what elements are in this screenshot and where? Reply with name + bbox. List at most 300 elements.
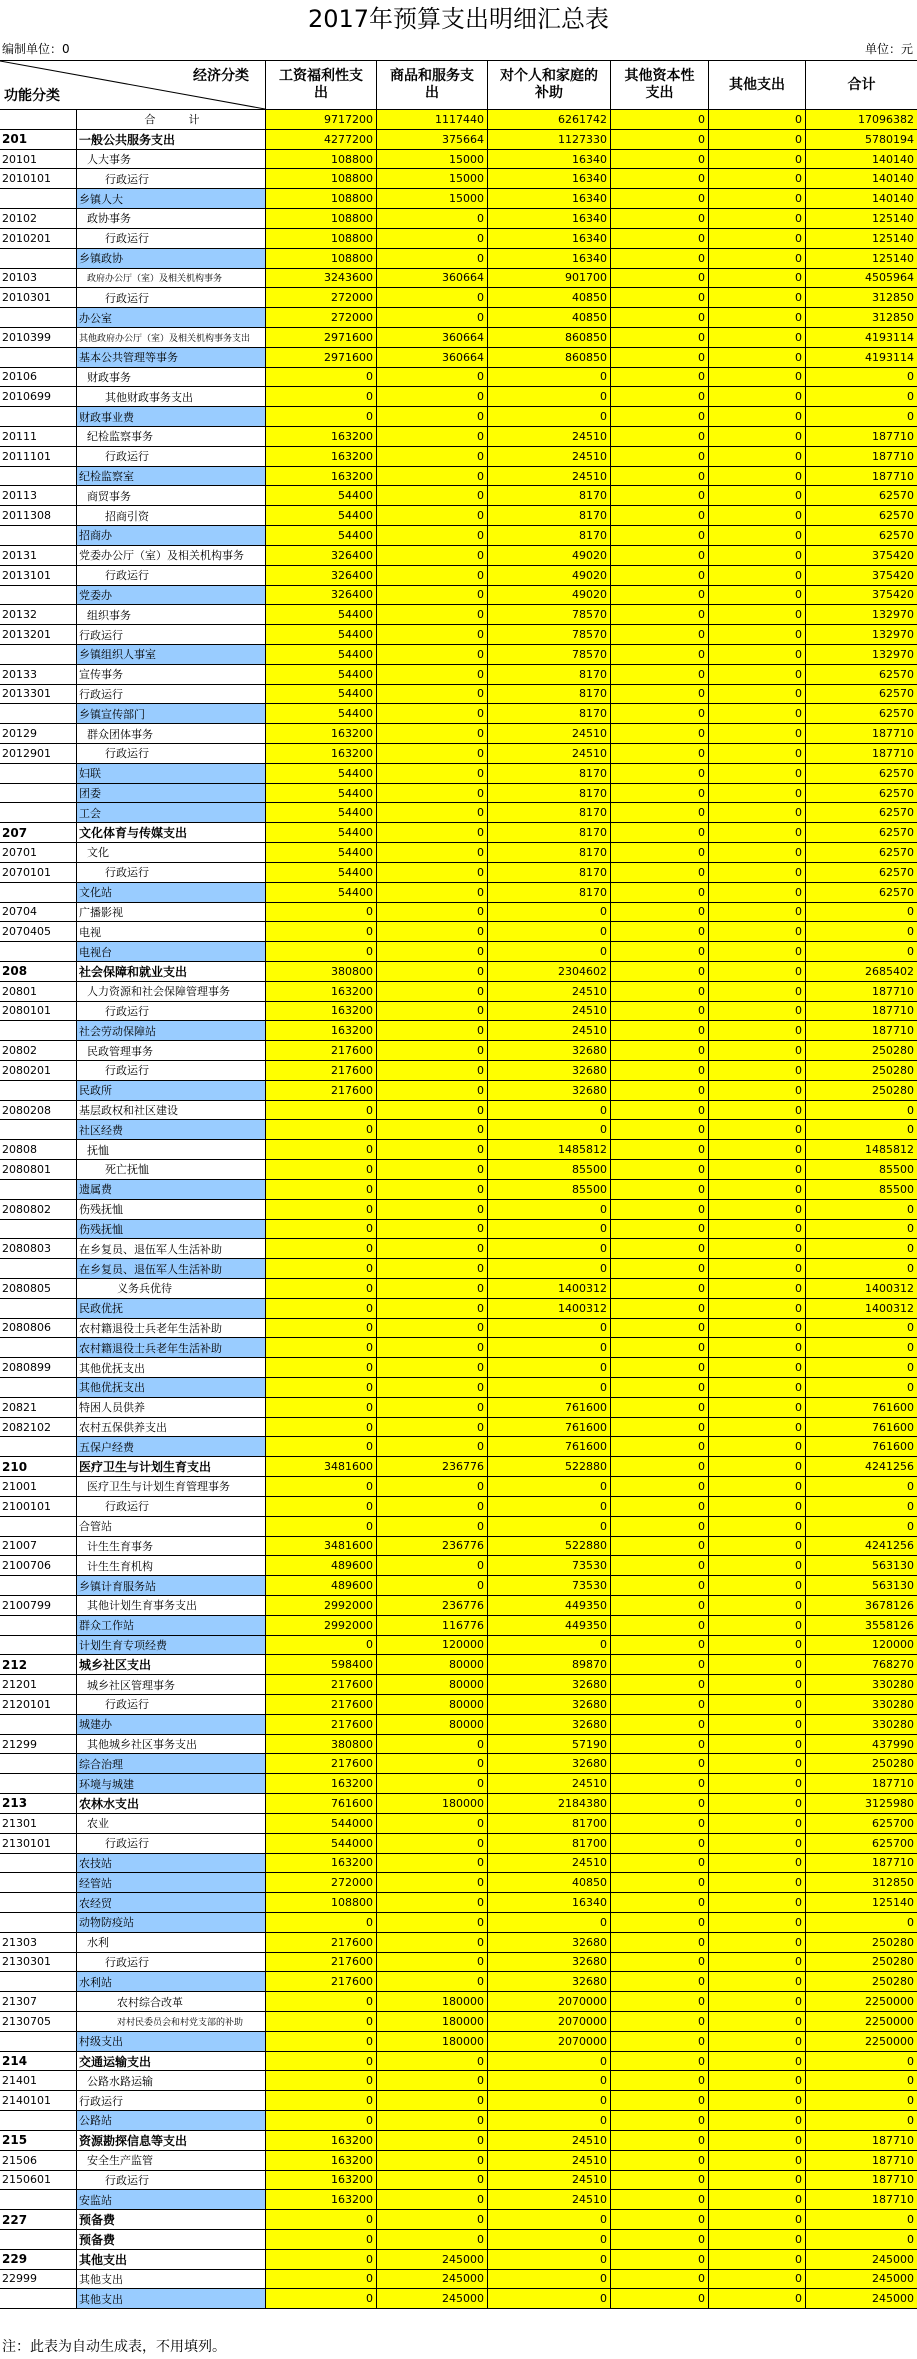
table-row bbox=[0, 328, 917, 348]
row-name: 财政事业费 bbox=[76, 407, 265, 426]
table-row bbox=[0, 1319, 917, 1339]
cell-salary: 163200 bbox=[265, 982, 376, 1001]
cell-salary: 54400 bbox=[265, 764, 376, 783]
row-code: 2080208 bbox=[0, 1101, 76, 1120]
row-code: 2012901 bbox=[0, 744, 76, 763]
cell-total: 4193114 bbox=[805, 348, 917, 367]
cell-individual-subsidy: 0 bbox=[487, 2210, 610, 2229]
row-name: 五保户经费 bbox=[76, 1437, 265, 1456]
cell-other-capital: 0 bbox=[610, 467, 708, 486]
row-name: 行政运行 bbox=[76, 1002, 265, 1021]
cell-other-expense: 0 bbox=[708, 288, 805, 307]
cell-salary: 54400 bbox=[265, 526, 376, 545]
cell-salary: 0 bbox=[265, 1140, 376, 1159]
cell-total: 62570 bbox=[805, 506, 917, 525]
cell-goods-services: 360664 bbox=[376, 269, 487, 288]
cell-other-capital: 0 bbox=[610, 1319, 708, 1338]
cell-goods-services: 236776 bbox=[376, 1457, 487, 1476]
table-row bbox=[0, 962, 917, 982]
row-name: 行政运行 bbox=[76, 625, 265, 644]
cell-individual-subsidy: 32680 bbox=[487, 1695, 610, 1714]
cell-other-capital: 0 bbox=[610, 1378, 708, 1397]
table-row bbox=[0, 1398, 917, 1418]
cell-goods-services: 0 bbox=[376, 724, 487, 743]
cell-other-expense: 0 bbox=[708, 1358, 805, 1377]
cell-total: 3558126 bbox=[805, 1616, 917, 1635]
row-name: 环境与城建 bbox=[76, 1774, 265, 1793]
cell-salary: 0 bbox=[265, 1239, 376, 1258]
cell-goods-services: 0 bbox=[376, 605, 487, 624]
row-name: 其他财政事务支出 bbox=[76, 387, 265, 406]
row-code: 20808 bbox=[0, 1140, 76, 1159]
cell-salary: 0 bbox=[265, 1200, 376, 1219]
table-row bbox=[0, 724, 917, 744]
cell-salary: 0 bbox=[265, 1120, 376, 1139]
row-name: 伤残抚恤 bbox=[76, 1220, 265, 1239]
row-code bbox=[0, 1338, 76, 1357]
cell-goods-services: 0 bbox=[376, 823, 487, 842]
cell-individual-subsidy: 2070000 bbox=[487, 2012, 610, 2031]
row-code: 208 bbox=[0, 962, 76, 981]
row-code: 2010201 bbox=[0, 229, 76, 248]
cell-other-expense: 0 bbox=[708, 1517, 805, 1536]
cell-other-expense: 0 bbox=[708, 1873, 805, 1892]
cell-other-capital: 0 bbox=[610, 150, 708, 169]
table-row bbox=[0, 2171, 917, 2191]
cell-other-capital: 0 bbox=[610, 1774, 708, 1793]
row-name: 行政运行 bbox=[76, 288, 265, 307]
cell-salary: 217600 bbox=[265, 1953, 376, 1972]
cell-goods-services: 0 bbox=[376, 704, 487, 723]
table-row bbox=[0, 348, 917, 368]
cell-salary: 9717200 bbox=[265, 110, 376, 129]
row-code: 2070405 bbox=[0, 922, 76, 941]
cell-salary: 0 bbox=[265, 1437, 376, 1456]
cell-individual-subsidy: 0 bbox=[487, 1259, 610, 1278]
cell-total: 0 bbox=[805, 2052, 917, 2071]
row-code bbox=[0, 942, 76, 961]
cell-total: 62570 bbox=[805, 685, 917, 704]
cell-goods-services: 0 bbox=[376, 1774, 487, 1793]
cell-other-capital: 0 bbox=[610, 1160, 708, 1179]
cell-salary: 3481600 bbox=[265, 1537, 376, 1556]
cell-other-expense: 0 bbox=[708, 1715, 805, 1734]
table-row bbox=[0, 1418, 917, 1438]
cell-total: 62570 bbox=[805, 803, 917, 822]
cell-total: 125140 bbox=[805, 209, 917, 228]
cell-individual-subsidy: 85500 bbox=[487, 1160, 610, 1179]
cell-other-capital: 0 bbox=[610, 110, 708, 129]
cell-other-capital: 0 bbox=[610, 1953, 708, 1972]
cell-goods-services: 0 bbox=[376, 1933, 487, 1952]
cell-individual-subsidy: 32680 bbox=[487, 1675, 610, 1694]
cell-salary: 217600 bbox=[265, 1081, 376, 1100]
row-code: 2080801 bbox=[0, 1160, 76, 1179]
cell-individual-subsidy: 0 bbox=[487, 1101, 610, 1120]
cell-total: 187710 bbox=[805, 982, 917, 1001]
cell-individual-subsidy: 16340 bbox=[487, 1893, 610, 1912]
cell-other-capital: 0 bbox=[610, 1655, 708, 1674]
cell-other-expense: 0 bbox=[708, 447, 805, 466]
cell-salary: 54400 bbox=[265, 883, 376, 902]
cell-salary: 0 bbox=[265, 1497, 376, 1516]
table-row bbox=[0, 1477, 917, 1497]
cell-other-expense: 0 bbox=[708, 2052, 805, 2071]
cell-other-expense: 0 bbox=[708, 744, 805, 763]
cell-other-capital: 0 bbox=[610, 1834, 708, 1853]
unit-label: 编制单位：0 bbox=[2, 42, 70, 56]
cell-salary: 0 bbox=[265, 1279, 376, 1298]
row-name: 农经贸 bbox=[76, 1893, 265, 1912]
table-row bbox=[0, 1101, 917, 1121]
table-row bbox=[0, 1953, 917, 1973]
row-name: 组织事务 bbox=[76, 605, 265, 624]
table-row bbox=[0, 1913, 917, 1933]
cell-other-capital: 0 bbox=[610, 1358, 708, 1377]
row-code bbox=[0, 2289, 76, 2308]
cell-other-capital: 0 bbox=[610, 2111, 708, 2130]
row-code bbox=[0, 1220, 76, 1239]
row-code: 2010399 bbox=[0, 328, 76, 347]
cell-other-capital: 0 bbox=[610, 704, 708, 723]
cell-other-expense: 0 bbox=[708, 1002, 805, 1021]
cell-other-expense: 0 bbox=[708, 883, 805, 902]
cell-salary: 326400 bbox=[265, 586, 376, 605]
cell-other-capital: 0 bbox=[610, 1220, 708, 1239]
cell-goods-services: 0 bbox=[376, 1160, 487, 1179]
cell-other-capital: 0 bbox=[610, 1576, 708, 1595]
row-code: 20131 bbox=[0, 546, 76, 565]
cell-total: 17096382 bbox=[805, 110, 917, 129]
cell-total: 761600 bbox=[805, 1418, 917, 1437]
cell-individual-subsidy: 24510 bbox=[487, 2190, 610, 2209]
cell-goods-services: 0 bbox=[376, 447, 487, 466]
cell-total: 187710 bbox=[805, 1854, 917, 1873]
cell-other-expense: 0 bbox=[708, 1279, 805, 1298]
row-code: 20101 bbox=[0, 150, 76, 169]
table-row bbox=[0, 1655, 917, 1675]
cell-other-capital: 0 bbox=[610, 1338, 708, 1357]
cell-other-capital: 0 bbox=[610, 249, 708, 268]
cell-other-expense: 0 bbox=[708, 1556, 805, 1575]
row-code bbox=[0, 803, 76, 822]
cell-other-expense: 0 bbox=[708, 1180, 805, 1199]
table-row bbox=[0, 1378, 917, 1398]
table-row bbox=[0, 2131, 917, 2151]
row-name: 其他城乡社区事务支出 bbox=[76, 1735, 265, 1754]
cell-total: 250280 bbox=[805, 1061, 917, 1080]
cell-salary: 0 bbox=[265, 387, 376, 406]
row-name: 城乡社区管理事务 bbox=[76, 1675, 265, 1694]
table-row bbox=[0, 843, 917, 863]
cell-total: 0 bbox=[805, 1319, 917, 1338]
cell-other-capital: 0 bbox=[610, 546, 708, 565]
cell-total: 62570 bbox=[805, 843, 917, 862]
cell-goods-services: 0 bbox=[376, 546, 487, 565]
row-code: 2080899 bbox=[0, 1358, 76, 1377]
cell-goods-services: 80000 bbox=[376, 1695, 487, 1714]
cell-goods-services: 0 bbox=[376, 803, 487, 822]
row-code bbox=[0, 1378, 76, 1397]
row-code: 2140101 bbox=[0, 2091, 76, 2110]
cell-individual-subsidy: 32680 bbox=[487, 1061, 610, 1080]
cell-other-expense: 0 bbox=[708, 150, 805, 169]
row-code bbox=[0, 1120, 76, 1139]
cell-goods-services: 0 bbox=[376, 1338, 487, 1357]
cell-total: 0 bbox=[805, 1477, 917, 1496]
cell-individual-subsidy: 0 bbox=[487, 2230, 610, 2249]
table-row bbox=[0, 1517, 917, 1537]
cell-individual-subsidy: 0 bbox=[487, 922, 610, 941]
cell-other-expense: 0 bbox=[708, 1972, 805, 1991]
row-name: 综合治理 bbox=[76, 1754, 265, 1773]
cell-total: 140140 bbox=[805, 150, 917, 169]
row-name: 行政运行 bbox=[76, 744, 265, 763]
cell-total: 62570 bbox=[805, 764, 917, 783]
row-code bbox=[0, 1437, 76, 1456]
cell-individual-subsidy: 32680 bbox=[487, 1972, 610, 1991]
cell-salary: 272000 bbox=[265, 1873, 376, 1892]
cell-other-capital: 0 bbox=[610, 1101, 708, 1120]
cell-other-capital: 0 bbox=[610, 942, 708, 961]
cell-individual-subsidy: 78570 bbox=[487, 625, 610, 644]
table-row bbox=[0, 1537, 917, 1557]
cell-salary: 0 bbox=[265, 407, 376, 426]
cell-total: 0 bbox=[805, 922, 917, 941]
cell-total: 0 bbox=[805, 387, 917, 406]
cell-other-capital: 0 bbox=[610, 1556, 708, 1575]
row-name: 水利站 bbox=[76, 1972, 265, 1991]
row-name: 经管站 bbox=[76, 1873, 265, 1892]
cell-other-expense: 0 bbox=[708, 1913, 805, 1932]
table-row bbox=[0, 605, 917, 625]
cell-other-capital: 0 bbox=[610, 2052, 708, 2071]
cell-salary: 0 bbox=[265, 1319, 376, 1338]
cell-individual-subsidy: 85500 bbox=[487, 1180, 610, 1199]
cell-salary: 0 bbox=[265, 2270, 376, 2289]
row-code bbox=[0, 1081, 76, 1100]
cell-individual-subsidy: 49020 bbox=[487, 546, 610, 565]
row-name: 资源勘探信息等支出 bbox=[76, 2131, 265, 2150]
table-row bbox=[0, 2032, 917, 2052]
cell-total: 125140 bbox=[805, 1893, 917, 1912]
cell-goods-services: 0 bbox=[376, 1556, 487, 1575]
table-row bbox=[0, 1021, 917, 1041]
cell-other-capital: 0 bbox=[610, 348, 708, 367]
cell-individual-subsidy: 449350 bbox=[487, 1596, 610, 1615]
table-row bbox=[0, 1457, 917, 1477]
row-name: 基层政权和社区建设 bbox=[76, 1101, 265, 1120]
cell-other-capital: 0 bbox=[610, 407, 708, 426]
cell-goods-services: 245000 bbox=[376, 2270, 487, 2289]
row-code bbox=[0, 308, 76, 327]
cell-other-expense: 0 bbox=[708, 2071, 805, 2090]
cell-other-capital: 0 bbox=[610, 1299, 708, 1318]
table-row bbox=[0, 1814, 917, 1834]
cell-total: 3678126 bbox=[805, 1596, 917, 1615]
cell-individual-subsidy: 0 bbox=[487, 1120, 610, 1139]
cell-other-capital: 0 bbox=[610, 1873, 708, 1892]
cell-goods-services: 0 bbox=[376, 942, 487, 961]
cell-individual-subsidy: 8170 bbox=[487, 883, 610, 902]
cell-other-capital: 0 bbox=[610, 1596, 708, 1615]
row-code: 20106 bbox=[0, 368, 76, 387]
row-code: 20133 bbox=[0, 665, 76, 684]
row-name: 商贸事务 bbox=[76, 486, 265, 505]
table-row bbox=[0, 1675, 917, 1695]
cell-total: 245000 bbox=[805, 2289, 917, 2308]
cell-salary: 380800 bbox=[265, 1735, 376, 1754]
cell-other-expense: 0 bbox=[708, 229, 805, 248]
row-code bbox=[0, 2230, 76, 2249]
cell-other-capital: 0 bbox=[610, 1239, 708, 1258]
cell-other-expense: 0 bbox=[708, 368, 805, 387]
row-name: 工会 bbox=[76, 803, 265, 822]
cell-goods-services: 0 bbox=[376, 1418, 487, 1437]
cell-salary: 0 bbox=[265, 1299, 376, 1318]
cell-salary: 0 bbox=[265, 1378, 376, 1397]
cell-total: 4241256 bbox=[805, 1537, 917, 1556]
cell-salary: 272000 bbox=[265, 308, 376, 327]
cell-other-expense: 0 bbox=[708, 110, 805, 129]
cell-other-expense: 0 bbox=[708, 1774, 805, 1793]
row-name: 农林水支出 bbox=[76, 1794, 265, 1813]
cell-salary: 0 bbox=[265, 1636, 376, 1655]
cell-individual-subsidy: 8170 bbox=[487, 823, 610, 842]
table-row bbox=[0, 2012, 917, 2032]
cell-individual-subsidy: 2070000 bbox=[487, 1992, 610, 2011]
cell-goods-services: 0 bbox=[376, 1477, 487, 1496]
cell-goods-services: 236776 bbox=[376, 1537, 487, 1556]
cell-individual-subsidy: 8170 bbox=[487, 665, 610, 684]
cell-salary: 0 bbox=[265, 1398, 376, 1417]
table-row bbox=[0, 764, 917, 784]
cell-total: 62570 bbox=[805, 526, 917, 545]
cell-other-capital: 0 bbox=[610, 2091, 708, 2110]
cell-salary: 598400 bbox=[265, 1655, 376, 1674]
cell-other-expense: 0 bbox=[708, 764, 805, 783]
cell-salary: 163200 bbox=[265, 1021, 376, 1040]
cell-other-capital: 0 bbox=[610, 2032, 708, 2051]
row-code bbox=[0, 407, 76, 426]
cell-individual-subsidy: 32680 bbox=[487, 1081, 610, 1100]
cell-individual-subsidy: 1400312 bbox=[487, 1279, 610, 1298]
cell-total: 62570 bbox=[805, 863, 917, 882]
row-name: 纪检监察事务 bbox=[76, 427, 265, 446]
cell-total: 2250000 bbox=[805, 2032, 917, 2051]
cell-goods-services: 0 bbox=[376, 685, 487, 704]
table-row bbox=[0, 1754, 917, 1774]
cell-goods-services: 0 bbox=[376, 2210, 487, 2229]
cell-salary: 0 bbox=[265, 1259, 376, 1278]
cell-other-capital: 0 bbox=[610, 387, 708, 406]
cell-other-capital: 0 bbox=[610, 2190, 708, 2209]
cell-total: 0 bbox=[805, 2071, 917, 2090]
cell-individual-subsidy: 0 bbox=[487, 368, 610, 387]
cell-salary: 54400 bbox=[265, 803, 376, 822]
table-row bbox=[0, 189, 917, 209]
cell-other-expense: 0 bbox=[708, 2190, 805, 2209]
cell-salary: 2992000 bbox=[265, 1616, 376, 1635]
table-row bbox=[0, 1259, 917, 1279]
row-code bbox=[0, 249, 76, 268]
row-code bbox=[0, 1774, 76, 1793]
cell-other-capital: 0 bbox=[610, 2012, 708, 2031]
table-row bbox=[0, 2210, 917, 2230]
cell-individual-subsidy: 40850 bbox=[487, 288, 610, 307]
table-row bbox=[0, 1239, 917, 1259]
cell-salary: 2971600 bbox=[265, 328, 376, 347]
cell-total: 62570 bbox=[805, 704, 917, 723]
cell-goods-services: 80000 bbox=[376, 1675, 487, 1694]
currency-unit-label: 单位：元 bbox=[864, 42, 913, 56]
cell-goods-services: 0 bbox=[376, 229, 487, 248]
row-name: 行政运行 bbox=[76, 169, 265, 188]
cell-goods-services: 180000 bbox=[376, 1992, 487, 2011]
row-code: 2011308 bbox=[0, 506, 76, 525]
cell-goods-services: 0 bbox=[376, 1517, 487, 1536]
cell-total: 0 bbox=[805, 1220, 917, 1239]
cell-other-expense: 0 bbox=[708, 2091, 805, 2110]
row-name: 合管站 bbox=[76, 1517, 265, 1536]
cell-salary: 217600 bbox=[265, 1041, 376, 1060]
cell-goods-services: 15000 bbox=[376, 150, 487, 169]
cell-other-capital: 0 bbox=[610, 1437, 708, 1456]
cell-other-expense: 0 bbox=[708, 1239, 805, 1258]
cell-other-expense: 0 bbox=[708, 526, 805, 545]
cell-individual-subsidy: 0 bbox=[487, 1239, 610, 1258]
row-code: 21007 bbox=[0, 1537, 76, 1556]
cell-other-capital: 0 bbox=[610, 2171, 708, 2190]
table-row bbox=[0, 1338, 917, 1358]
cell-total: 0 bbox=[805, 2111, 917, 2130]
cell-goods-services: 116776 bbox=[376, 1616, 487, 1635]
row-name: 社区经费 bbox=[76, 1120, 265, 1139]
cell-goods-services: 0 bbox=[376, 1437, 487, 1456]
cell-goods-services: 0 bbox=[376, 1754, 487, 1773]
cell-other-capital: 0 bbox=[610, 2071, 708, 2090]
row-code bbox=[0, 1873, 76, 1892]
cell-goods-services: 360664 bbox=[376, 348, 487, 367]
cell-other-capital: 0 bbox=[610, 288, 708, 307]
cell-goods-services: 0 bbox=[376, 1021, 487, 1040]
row-code bbox=[0, 586, 76, 605]
cell-salary: 0 bbox=[265, 2111, 376, 2130]
cell-goods-services: 15000 bbox=[376, 189, 487, 208]
cell-other-capital: 0 bbox=[610, 1200, 708, 1219]
cell-other-expense: 0 bbox=[708, 724, 805, 743]
row-code: 227 bbox=[0, 2210, 76, 2229]
col-header-other-capital: 其他资本性 支出 bbox=[610, 61, 708, 109]
cell-other-expense: 0 bbox=[708, 784, 805, 803]
cell-total: 187710 bbox=[805, 2151, 917, 2170]
cell-salary: 108800 bbox=[265, 169, 376, 188]
cell-other-expense: 0 bbox=[708, 1437, 805, 1456]
row-name: 公路水路运输 bbox=[76, 2071, 265, 2090]
cell-salary: 163200 bbox=[265, 1854, 376, 1873]
row-code: 2130301 bbox=[0, 1953, 76, 1972]
cell-other-expense: 0 bbox=[708, 1041, 805, 1060]
cell-total: 330280 bbox=[805, 1715, 917, 1734]
row-name: 乡镇人大 bbox=[76, 189, 265, 208]
cell-other-expense: 0 bbox=[708, 1319, 805, 1338]
cell-other-expense: 0 bbox=[708, 328, 805, 347]
cell-individual-subsidy: 81700 bbox=[487, 1834, 610, 1853]
table-row bbox=[0, 1695, 917, 1715]
cell-other-expense: 0 bbox=[708, 1220, 805, 1239]
cell-total: 140140 bbox=[805, 169, 917, 188]
cell-salary: 108800 bbox=[265, 1893, 376, 1912]
